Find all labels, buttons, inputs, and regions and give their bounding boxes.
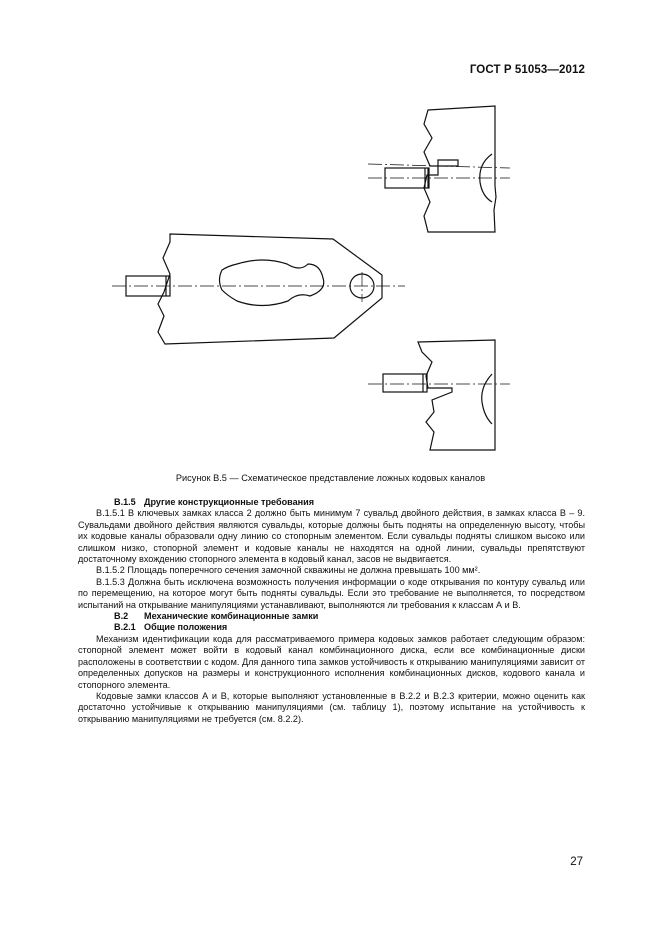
section-title: Общие положения: [144, 622, 228, 633]
document-header: ГОСТ Р 51053—2012: [469, 64, 585, 76]
section-heading-b15: [78, 497, 585, 508]
figure-b5-drawing: [100, 92, 540, 472]
section-heading-b21: [78, 622, 585, 633]
top-detail: [385, 106, 496, 232]
figure-caption: Рисунок В.5 — Схематическое представление ложных кодовых каналов: [175, 473, 486, 483]
paragraph-b151: В.1.5.1 В ключевых замках класса 2 должно быть минимум 7 сувальд двойного действия, в замках класса В – 9. Сувальдами двойного действия являются сувальды, которые должны быть подняты на определенную высоту, чтобы их кодовые каналы образовали одну линию со стопорным элементом. Если сувальды подняты слишком высоко или слишком низко, стопорной элемент и кодовые каналы не находятся на одной линии, сувальды препятствуют достаточному вхождению стопорного элемента в кодовый канал, засов не выдвигается.: [78, 508, 585, 565]
section-heading-b2: [78, 611, 585, 622]
paragraph-b21-1: Механизм идентификации кода для рассматриваемого примера кодовых замков работает следующим образом: стопорной элемент может войти в кодовый канал комбинационного диска, если все комбинационные диски расположены в соответствии с кодом. Для данного типа замков устойчивость к открыванию манипуляциями зависит от определенных допусков на размеры и конструкционного исполнения комбинационных дисков, кодового канала и стопорного элемента.: [78, 633, 585, 690]
section-number: В.2: [114, 611, 129, 622]
center-detail: [126, 234, 382, 344]
section-number: В.2.1: [114, 622, 136, 633]
section-number: В.1.5: [114, 497, 136, 507]
section-title: Другие конструкционные требования: [144, 497, 315, 507]
paragraph-b21-2: Кодовые замки классов А и В, которые выполняют установленные в В.2.2 и В.2.3 критерии, можно оценить как достаточно устойчивые к открыванию манипуляциями (см. таблицу 1), поэтому испытание на устойчивость к открыванию манипуляциями не требуется (см. 8.2.2).: [78, 690, 585, 724]
paragraph-b152: В.1.5.2 Площадь поперечного сечения замочной скважины не должна превышать 100 мм².: [96, 565, 481, 576]
section-title: Механические комбинационные замки: [144, 611, 319, 622]
bottom-detail: [383, 340, 495, 450]
main-text: [78, 497, 585, 725]
paragraph-b153: В.1.5.3 Должна быть исключена возможность получения информации о коде открывания по контуру сувальд или по перемещению, на которое могут быть подняты сувальды. Если это требование не выполняется, то посредством испытаний на открывание манипуляциями устанавливают, выполняются ли требования к классам А и В.: [78, 576, 585, 610]
page-number: 27: [570, 856, 583, 868]
